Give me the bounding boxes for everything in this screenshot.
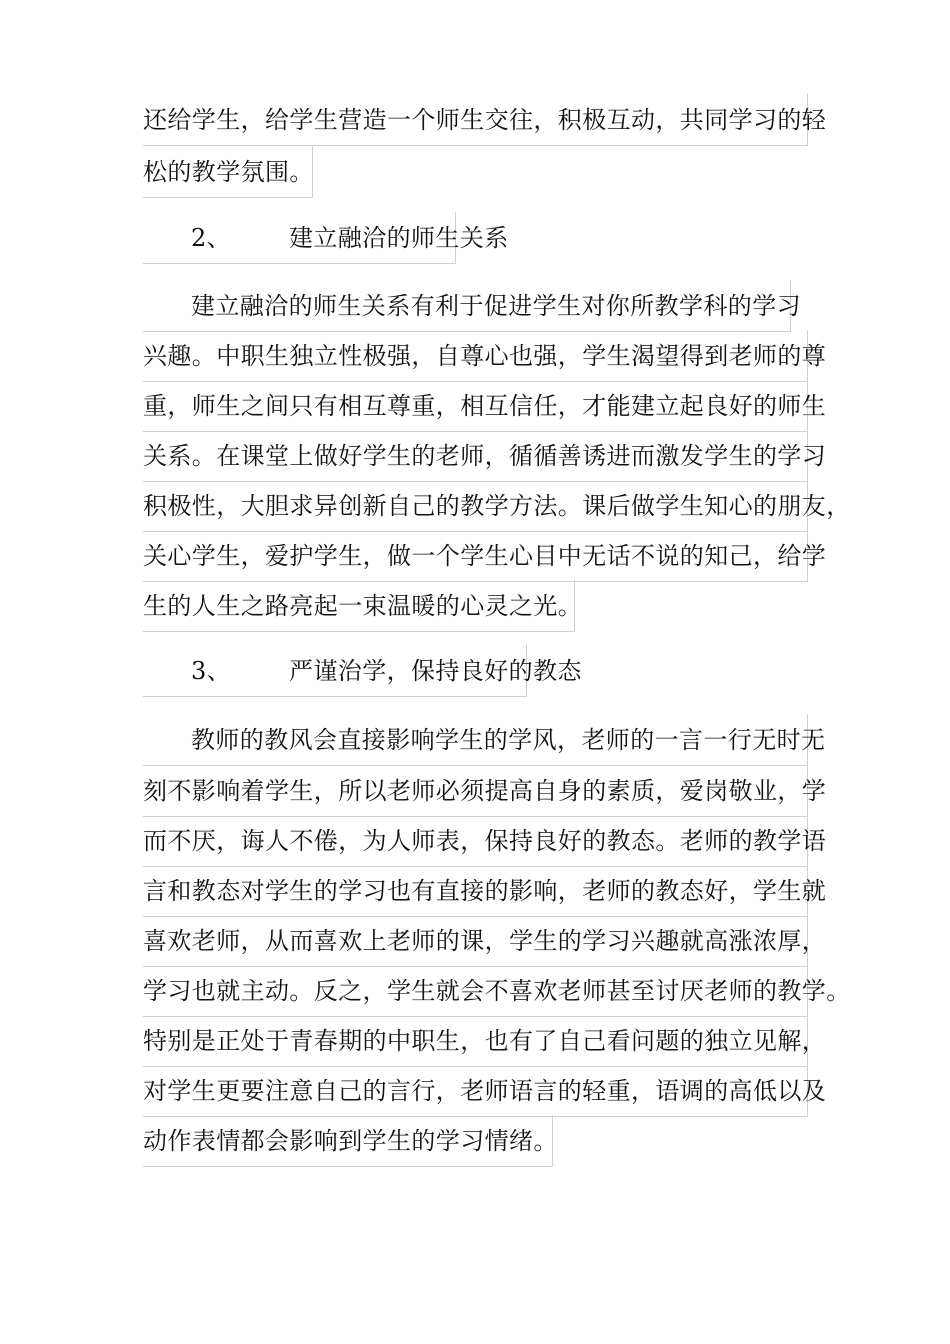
paragraph-line: 还给学生，给学生营造一个师生交往，积极互动，共同学习的轻 [143, 94, 808, 146]
paragraph-line: 关系。在课堂上做好学生的老师，循循善诱进而激发学生的学习 [143, 430, 808, 482]
paragraph-line: 积极性，大胆求异创新自己的教学方法。课后做学生知心的朋友， [143, 480, 808, 532]
paragraph-line: 特别是正处于青春期的中职生，也有了自己看问题的独立见解， [143, 1015, 808, 1067]
paragraph-line: 喜欢老师，从而喜欢上老师的课，学生的学习兴趣就高涨浓厚， [143, 915, 808, 967]
paragraph-line: 学习也就主动。反之，学生就会不喜欢老师甚至讨厌老师的教学。 [143, 965, 808, 1017]
paragraph-line: 动作表情都会影响到学生的学习情绪。 [143, 1115, 553, 1167]
section-number: 3、 [191, 657, 232, 685]
section-title: 建立融洽的师生关系 [289, 224, 509, 252]
paragraph-line: 刻不影响着学生，所以老师必须提高自身的素质，爱岗敬业，学 [143, 765, 808, 817]
paragraph-line: 重，师生之间只有相互尊重，相互信任，才能建立起良好的师生 [143, 380, 808, 432]
paragraph-line: 言和教态对学生的学习也有直接的影响，老师的教态好，学生就 [143, 865, 808, 917]
section-heading [143, 212, 509, 264]
section-number: 2、 [191, 224, 232, 252]
paragraph-line: 关心学生，爱护学生，做一个学生心目中无话不说的知己，给学 [143, 530, 808, 582]
paragraph-line: 而不厌，诲人不倦，为人师表，保持良好的教态。老师的教学语 [143, 815, 808, 867]
paragraph-line: 对学生更要注意自己的言行，老师语言的轻重，语调的高低以及 [143, 1065, 808, 1117]
paragraph-line: 生的人生之路亮起一束温暖的心灵之光。 [143, 580, 575, 632]
section-heading [143, 645, 582, 697]
paragraph-line: 松的教学氛围。 [143, 146, 313, 198]
paragraph-line: 教师的教风会直接影响学生的学风，老师的一言一行无时无 [143, 714, 808, 766]
section-title: 严谨治学，保持良好的教态 [289, 657, 582, 685]
paragraph-line: 建立融洽的师生关系有利于促进学生对你所教学科的学习 [143, 280, 791, 332]
paragraph-line: 兴趣。中职生独立性极强，自尊心也强，学生渴望得到老师的尊 [143, 330, 808, 382]
